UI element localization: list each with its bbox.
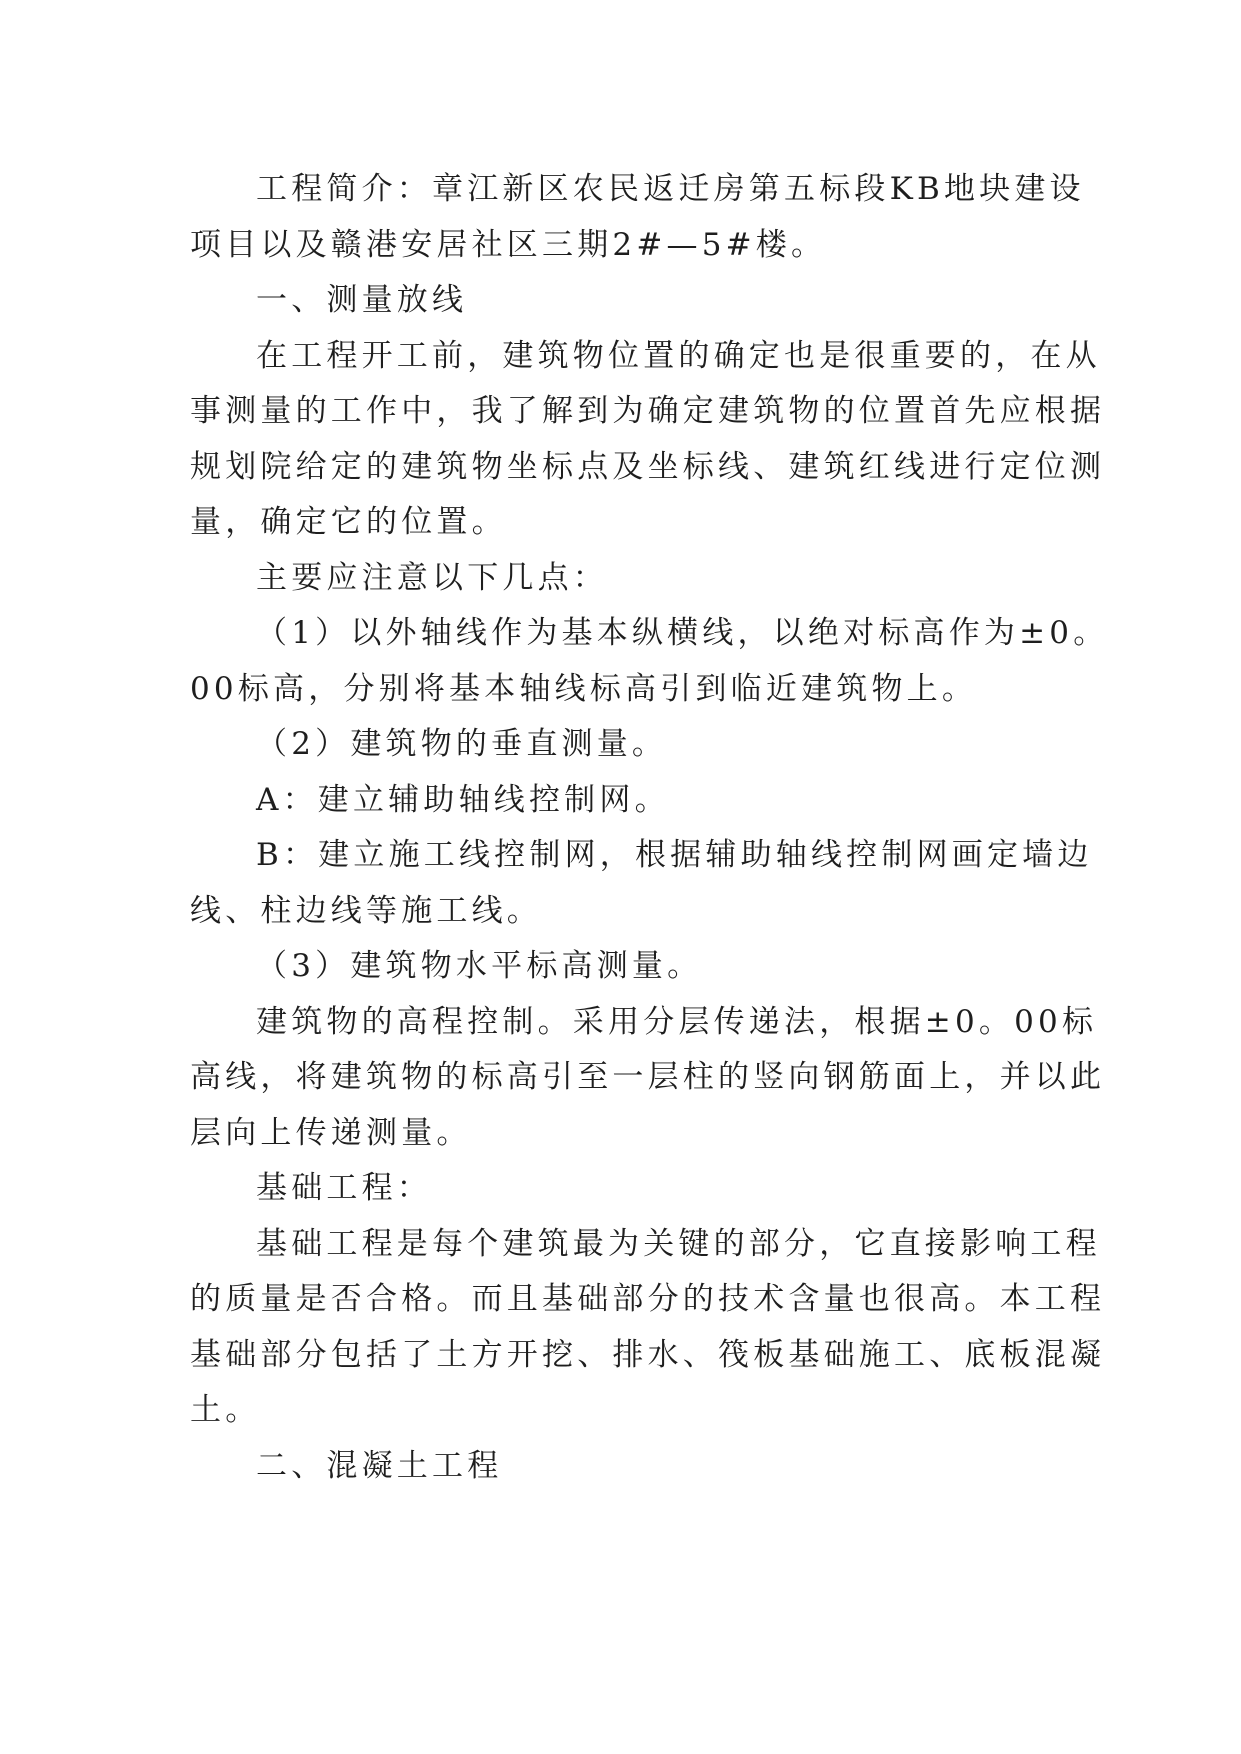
paragraph-notes-intro: 主要应注意以下几点： [256, 559, 608, 596]
list-item-3: （3）建筑物水平标高测量。 [256, 948, 703, 984]
paragraph-survey-cont: 事测量的工作中，我了解到为确定建筑物的位置首先应根据 [190, 393, 1106, 429]
list-item-2a: A：建立辅助轴线控制网。 [256, 781, 670, 818]
paragraph-survey-cont: 规划院给定的建筑物坐标点及坐标线、建筑红线进行定位测 [190, 448, 1106, 485]
list-item-2b: B：建立施工线控制网，根据辅助轴线控制网画定墙边 [256, 837, 1093, 873]
section-heading-concrete: 二、混凝土工程 [256, 1447, 503, 1484]
list-item-1-cont: 00标高，分别将基本轴线标高引到临近建筑物上。 [190, 670, 978, 707]
paragraph-elevation: 建筑物的高程控制。采用分层传递法，根据±0。00标 [256, 1003, 1098, 1040]
paragraph-foundation: 基础工程是每个建筑最为关键的部分，它直接影响工程 [256, 1225, 1101, 1262]
list-item-1: （1）以外轴线作为基本纵横线，以绝对标高作为±0。 [256, 615, 1109, 651]
section-heading-foundation: 基础工程： [256, 1170, 432, 1206]
list-item-2: （2）建筑物的垂直测量。 [256, 726, 668, 762]
paragraph-foundation-cont: 的质量是否合格。而且基础部分的技术含量也很高。本工程 [190, 1281, 1106, 1317]
paragraph-survey: 在工程开工前，建筑物位置的确定也是很重要的，在从 [256, 337, 1101, 374]
section-heading-survey: 一、测量放线 [256, 282, 468, 318]
paragraph-survey-cont: 量，确定它的位置。 [190, 504, 507, 540]
paragraph-elevation-cont: 高线，将建筑物的标高引至一层柱的竖向钢筋面上，并以此 [190, 1059, 1106, 1095]
paragraph-project-intro-cont: 项目以及赣港安居社区三期2#—5#楼。 [190, 226, 827, 263]
list-item-2b-cont: 线、柱边线等施工线。 [190, 892, 542, 929]
paragraph-foundation-cont: 土。 [190, 1392, 261, 1428]
document-body [190, 162, 1109, 1494]
paragraph-elevation-cont: 层向上传递测量。 [190, 1114, 472, 1151]
paragraph-project-intro: 工程简介：章江新区农民返迁房第五标段KB地块建设 [256, 171, 1085, 207]
paragraph-foundation-cont: 基础部分包括了土方开挖、排水、筏板基础施工、底板混凝 [190, 1336, 1106, 1373]
